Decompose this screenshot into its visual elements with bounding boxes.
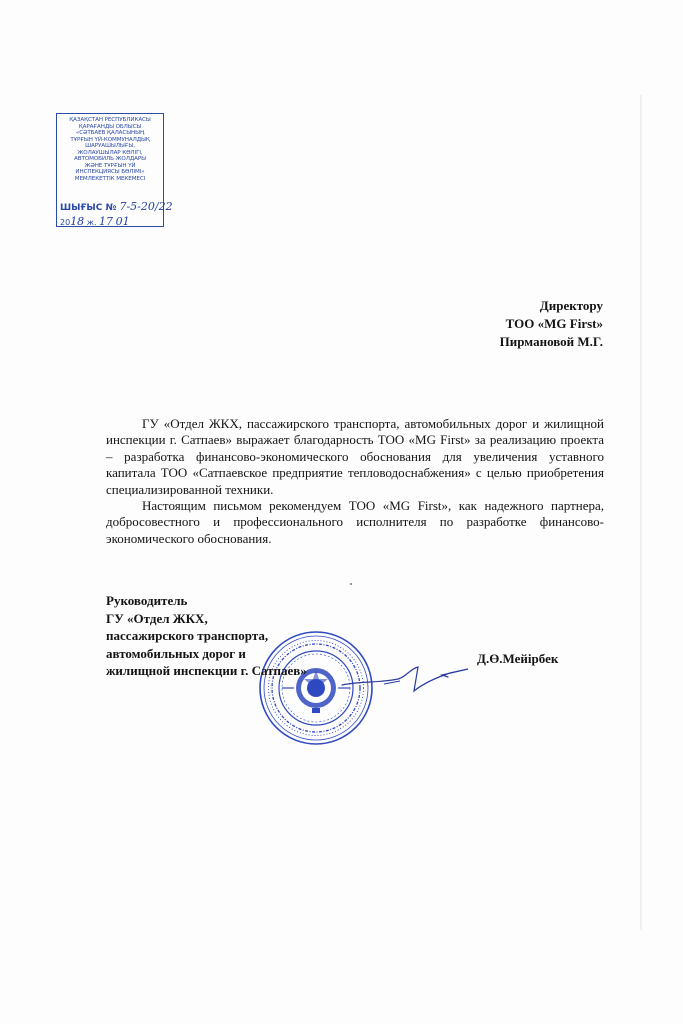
stamp-line: ШАРУАШЫЛЫҒЫ, — [85, 143, 135, 149]
stamp-line: ЖОЛАУШЫЛАР КӨЛІГІ, — [77, 149, 143, 156]
signer-org-line: автомобильных дорог и — [106, 645, 246, 661]
addressee-block — [500, 297, 603, 351]
signer-position: Руководитель — [106, 593, 188, 608]
stamp-number-label: ШЫҒЫС № — [60, 203, 117, 213]
registration-stamp — [56, 113, 173, 228]
stamp-line: ИНСПЕКЦИЯСЫ БӨЛІМІ» — [75, 169, 145, 175]
body-paragraph: Настоящим письмом рекомендуем ТОО «MG First», как надежного партнера, добросовестного и профессионального исполнителя по разработке финансово-экономического обоснования. — [106, 498, 604, 546]
body-paragraph: ГУ «Отдел ЖКХ, пассажирского транспорта, автомобильных дорог и жилищной инспекции г. Сатпаев» выражает благодарность ТОО «MG First» за реализацию проекта – разработка финансово-экономического обоснования для увеличения уставного капитала ТОО «Сатпаевское предприятие тепловодоснабжения» с целью приобретения специализированной техники. — [106, 416, 604, 497]
scan-speck — [350, 583, 352, 585]
stamp-number-row — [60, 200, 173, 213]
addressee-company: ТОО «MG First» — [505, 316, 603, 331]
signer-block — [106, 592, 307, 680]
stamp-line: ЖӘНЕ ТҰРҒЫН ҮЙ — [84, 162, 136, 169]
signer-org-line: ГУ «Отдел ЖКХ, — [106, 610, 208, 626]
stamp-line: АВТОМОБИЛЬ ЖОЛДАРЫ — [74, 156, 146, 162]
handwritten-signature — [340, 655, 480, 705]
stamp-date-prefix: 20 — [60, 218, 71, 227]
stamp-date-year: 18 — [70, 215, 85, 228]
letter-body — [106, 416, 604, 547]
stamp-line: ТҰРҒЫН ҮЙ-КОММУНАЛДЫҚ — [70, 136, 150, 143]
signer-name: Д.Ө.Мейірбек — [477, 651, 559, 666]
signer-org-line: пассажирского транспорта, — [106, 628, 269, 644]
stamp-date-row — [60, 215, 130, 228]
scan-edge-line — [640, 95, 642, 930]
addressee-name: Пирмановой М.Г. — [499, 334, 603, 349]
stamp-line: ҚАРАҒАНДЫ ОБЛЫСЫ — [78, 123, 142, 130]
stamp-date-sep: ж. — [86, 218, 97, 227]
stamp-date-month: 01 — [115, 215, 130, 228]
addressee-title: Директору — [539, 298, 603, 313]
stamp-number-value: 7-5-20/22 — [119, 200, 173, 213]
stamp-line: МЕМЛЕКЕТТІК МЕКЕМЕСІ — [74, 175, 146, 182]
stamp-line: ҚАЗАҚСТАН РЕСПУБЛИКАСЫ — [69, 117, 151, 123]
signer-org-line: жилищной инспекции г. Сатпаев» — [106, 663, 307, 679]
stamp-date-day: 17 — [99, 215, 114, 228]
stamp-line: «СӘТБАЕВ ҚАЛАСЫНЫҢ — [75, 130, 145, 136]
